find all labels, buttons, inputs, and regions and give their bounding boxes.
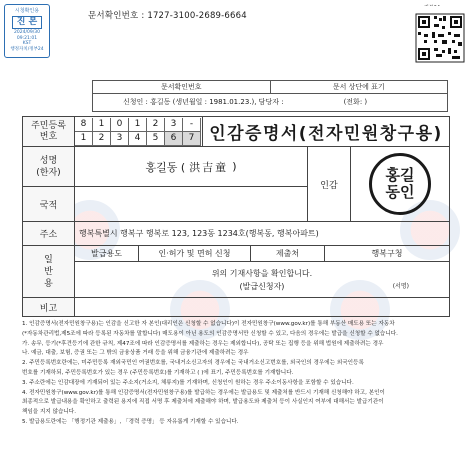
name-value: 홍길동 (	[145, 160, 186, 174]
document-number: 문서확인번호 : 1727-3100-2689-6664	[88, 11, 247, 21]
signature-mark: (서명)	[392, 283, 409, 290]
note-line: 최종적으로 발급내용을 확인하고 출력된 용지에 직접 서명 후 제출처에 제출해야 하며, 발급용도와 제출처 등이 사실인지 여부에 대해서는 발급기관이	[22, 399, 384, 406]
confirmation-box	[92, 80, 448, 112]
note-line: 2. 주민등록번호란에는, 미주민등록 재외국민인 여권번호를, 국내거소신고자의 경우에는 국내거소신고번호를, 외국인의 경우에는 외국인등록	[22, 360, 364, 367]
seal-text-top: 홍길	[385, 166, 415, 184]
id-digit: 5	[147, 132, 165, 146]
note-line: (*자동차관리법,제5조에 따라 등록된 자동차를 말합니다) 매도용이 아닌 용도의 인감증명서만 신청할 수 있고, 다음의 경우에는 발급을 신청할 수 없습니다.	[22, 330, 398, 337]
stamp-zone: KST	[22, 41, 32, 46]
stamp-date: 2024/09/30	[14, 30, 40, 35]
nationality-label: 국적	[23, 187, 75, 221]
id-number-grid	[75, 118, 201, 146]
id-number-label: 주민등록 번호	[23, 117, 75, 146]
notes-section	[22, 320, 452, 428]
note-line: 책임을 지지 않습니다.	[22, 409, 76, 416]
remarks-label: 비고	[23, 298, 75, 316]
id-digit: 4	[129, 132, 147, 146]
note-line: 가. 송무, 등기(*후견등기에 관한 규칙, 제47조에 따라 인감증명서를 제출하는 경우는 제외합니다), 공탁 또는 집행 등을 위해 법원에 제출하려는 경우	[22, 340, 384, 347]
note-line: 4. 전자민원창구(www.gov.kr)를 통해 인감증명서(전자민원창구용)를 발급하는 경우에는 발급용도 및 제출처를 반드시 기재해 신청해야 하고, 본인이	[22, 389, 385, 396]
stamp-line: 시청확인용	[14, 8, 40, 14]
confirm-header-right: 문서 상단에 표기	[332, 83, 385, 91]
nationality-value	[75, 187, 307, 221]
qr-code-icon[interactable]	[412, 6, 468, 66]
id-digit: 3	[165, 118, 183, 132]
purpose-label: 발급용도	[75, 246, 139, 261]
note-line: 5. 발급용도란에는 「행정기관 제출용」, 「경력 증명」 등 자유롭게 기재할 수 있습니다.	[22, 418, 239, 425]
confirm-statement: 위의 기재사항을 확인합니다.	[211, 268, 313, 278]
note-line: 나. 예금, 대출, 보험, 증권 또는 그 밖의 금융상품 거래 등을 위해 금융기관에 제출하려는 경우	[22, 350, 249, 357]
address-value: 행복특별시 행복구 행복로 123, 123동 1234호(행복동, 행복아파트)	[79, 229, 319, 238]
stamp-title: 진 본	[12, 16, 42, 29]
submit-to-value: 행복구청	[371, 249, 403, 258]
phone-info: (전화: )	[343, 98, 368, 106]
seal-area	[351, 147, 449, 221]
id-digit: 8	[75, 118, 93, 132]
certificate-form	[22, 116, 450, 317]
id-digit: 1	[75, 132, 93, 146]
stamp-issuer: 행정자치/정부24	[10, 46, 44, 52]
note-line: 번호를 기재하되, 주민등록번호가 있는 경우 (주민등록번호)를 기재하고 ( )에 표기, 주민등록번호를 기재합니다.	[22, 369, 294, 376]
submit-to-label: 제출처	[251, 246, 325, 261]
id-digit: 0	[111, 118, 129, 132]
seal-stamp	[369, 153, 431, 215]
name-hanja: 洪吉童	[189, 160, 229, 174]
remarks-value	[75, 298, 449, 316]
note-line: 1. 인감증명서(전자민원창구용)는 인감을 신고한 자 본인(대리인은 신청할 수 없습니다)이 전자민원창구(www.gov.kr)를 통해 부동산 매도용 또는 자동차	[22, 321, 395, 327]
seal-label: 인감	[307, 147, 351, 221]
id-digit: 7	[183, 132, 201, 146]
stamp-time: 09:21:01	[16, 35, 38, 41]
id-digit: 2	[147, 118, 165, 132]
document-title: 인감증명서(전자민원창구용)	[209, 124, 443, 144]
purpose-value: 인·허가 및 면허 신청	[139, 246, 251, 261]
id-digit: 1	[93, 118, 111, 132]
name-close: )	[232, 160, 237, 173]
id-digit: 2	[93, 132, 111, 146]
applicant-signature-label: (발급신청자)	[239, 281, 285, 291]
id-digit: 6	[165, 132, 183, 146]
name-label: 성명 (한자)	[23, 147, 75, 186]
applicant-info: 신청인 : 홍길동 (생년월일 : 1981.01.23.), 담당자 :	[123, 98, 284, 106]
general-use-label: 일 반 용	[23, 246, 75, 297]
id-digit: 3	[111, 132, 129, 146]
authenticity-stamp	[4, 4, 50, 58]
seal-text-bottom: 동인	[385, 183, 415, 201]
id-digit: 1	[129, 118, 147, 132]
address-label: 주소	[23, 222, 75, 245]
confirm-header-left: 문서확인번호	[93, 81, 271, 93]
id-digit: -	[183, 118, 201, 132]
note-line: 3. 주소란에는 인감대장에 기재되어 있는 주소지(거소지, 체류지)를 기재하며, 신청인이 원하는 경우 주소이동사항을 포함할 수 있습니다.	[22, 379, 354, 386]
